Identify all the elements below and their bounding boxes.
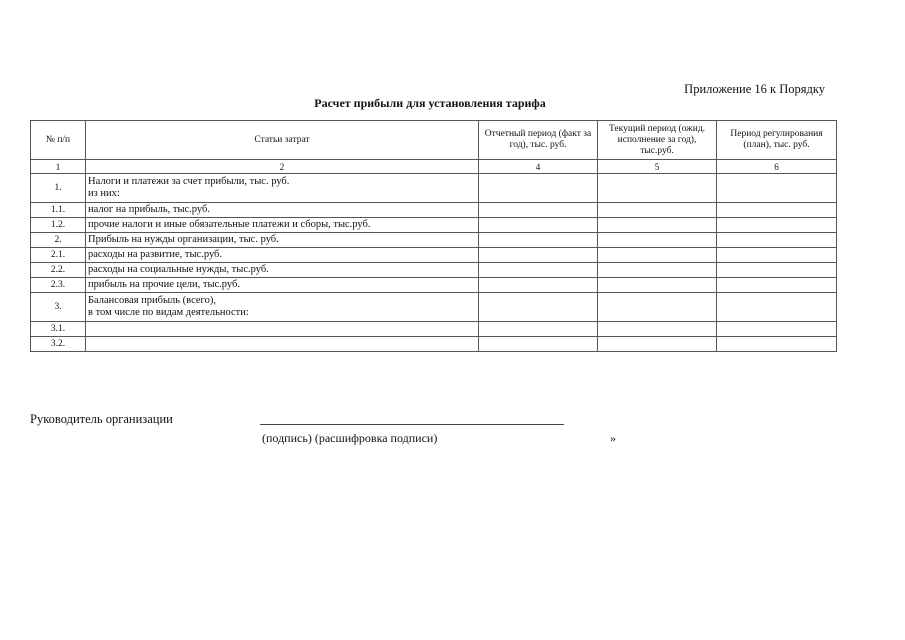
row-item <box>86 218 479 233</box>
column-number: 4 <box>479 160 598 174</box>
row-item[interactable] <box>86 337 479 352</box>
row-item <box>86 263 479 278</box>
appendix-reference: Приложение 16 к Порядку <box>684 82 825 96</box>
row-item <box>86 233 479 248</box>
table-row <box>31 248 837 263</box>
value-cell[interactable] <box>479 278 598 293</box>
value-cell[interactable] <box>598 218 717 233</box>
column-number: 1 <box>31 160 86 174</box>
value-cell[interactable] <box>717 322 837 337</box>
table-row <box>31 218 837 233</box>
value-cell[interactable] <box>717 337 837 352</box>
row-item-line: Прибыль на нужды организации, тыс. руб. <box>88 234 279 245</box>
table-row <box>31 337 837 352</box>
row-item-line: прочие налоги и иные обязательные платежи и сборы, тыс.руб. <box>88 219 371 230</box>
value-cell[interactable] <box>479 218 598 233</box>
column-number: 6 <box>717 160 837 174</box>
row-number: 1. <box>31 174 86 203</box>
value-cell[interactable] <box>717 218 837 233</box>
value-cell[interactable] <box>598 233 717 248</box>
row-item-line: прибыль на прочие цели, тыс.руб. <box>88 279 240 290</box>
row-number: 2.3. <box>31 278 86 293</box>
document-title: Расчет прибыли для установления тарифа <box>314 96 546 110</box>
value-cell[interactable] <box>479 293 598 322</box>
table-row <box>31 203 837 218</box>
header-current-period: Текущий период (ожид. исполнение за год), тыс.руб. <box>598 121 717 160</box>
row-number: 1.1. <box>31 203 86 218</box>
value-cell[interactable] <box>479 233 598 248</box>
closing-quote: » <box>610 431 616 445</box>
row-item-line: налог на прибыль, тыс.руб. <box>88 204 210 215</box>
row-item-line: расходы на социальные нужды, тыс.руб. <box>88 264 269 275</box>
value-cell[interactable] <box>598 203 717 218</box>
signature-caption: (подпись) (расшифровка подписи) <box>262 431 438 445</box>
table-row <box>31 293 837 322</box>
value-cell[interactable] <box>479 203 598 218</box>
value-cell[interactable] <box>479 174 598 203</box>
value-cell[interactable] <box>717 203 837 218</box>
row-number: 2.1. <box>31 248 86 263</box>
table-row <box>31 233 837 248</box>
value-cell[interactable] <box>717 248 837 263</box>
row-item[interactable] <box>86 322 479 337</box>
signature-line[interactable] <box>260 424 564 425</box>
value-cell[interactable] <box>717 174 837 203</box>
value-cell[interactable] <box>598 337 717 352</box>
header-cost-items: Статьи затрат <box>86 121 479 160</box>
row-item-line: в том числе по видам деятельности: <box>88 307 249 318</box>
row-item-line: Балансовая прибыль (всего), <box>88 295 216 306</box>
table-row <box>31 263 837 278</box>
column-number: 5 <box>598 160 717 174</box>
row-item-line: Налоги и платежи за счет прибыли, тыс. руб. <box>88 176 290 187</box>
header-reporting-period: Отчетный период (факт за год), тыс. руб. <box>479 121 598 160</box>
table-row <box>31 278 837 293</box>
row-number: 2.2. <box>31 263 86 278</box>
value-cell[interactable] <box>479 263 598 278</box>
value-cell[interactable] <box>717 263 837 278</box>
row-item <box>86 248 479 263</box>
row-item <box>86 174 479 203</box>
table-row <box>31 322 837 337</box>
table-header-row <box>31 121 837 160</box>
value-cell[interactable] <box>717 278 837 293</box>
signature-label: Руководитель организации <box>30 412 173 426</box>
value-cell[interactable] <box>598 278 717 293</box>
row-number: 3.1. <box>31 322 86 337</box>
row-item <box>86 203 479 218</box>
value-cell[interactable] <box>598 322 717 337</box>
value-cell[interactable] <box>479 248 598 263</box>
column-number: 2 <box>86 160 479 174</box>
value-cell[interactable] <box>717 233 837 248</box>
profit-calculation-table <box>30 120 837 352</box>
value-cell[interactable] <box>598 174 717 203</box>
table-row <box>31 174 837 203</box>
value-cell[interactable] <box>717 293 837 322</box>
row-item <box>86 293 479 322</box>
header-regulation-period: Период регулирования (план), тыс. руб. <box>717 121 837 160</box>
row-number: 1.2. <box>31 218 86 233</box>
value-cell[interactable] <box>598 293 717 322</box>
row-number: 2. <box>31 233 86 248</box>
value-cell[interactable] <box>598 248 717 263</box>
value-cell[interactable] <box>479 337 598 352</box>
row-number: 3.2. <box>31 337 86 352</box>
row-item-line: расходы на развитие, тыс.руб. <box>88 249 223 260</box>
value-cell[interactable] <box>479 322 598 337</box>
column-number-row <box>31 160 837 174</box>
row-item <box>86 278 479 293</box>
value-cell[interactable] <box>598 263 717 278</box>
header-number: № п/п <box>31 121 86 160</box>
row-item-line: из них: <box>88 188 120 199</box>
row-number: 3. <box>31 293 86 322</box>
